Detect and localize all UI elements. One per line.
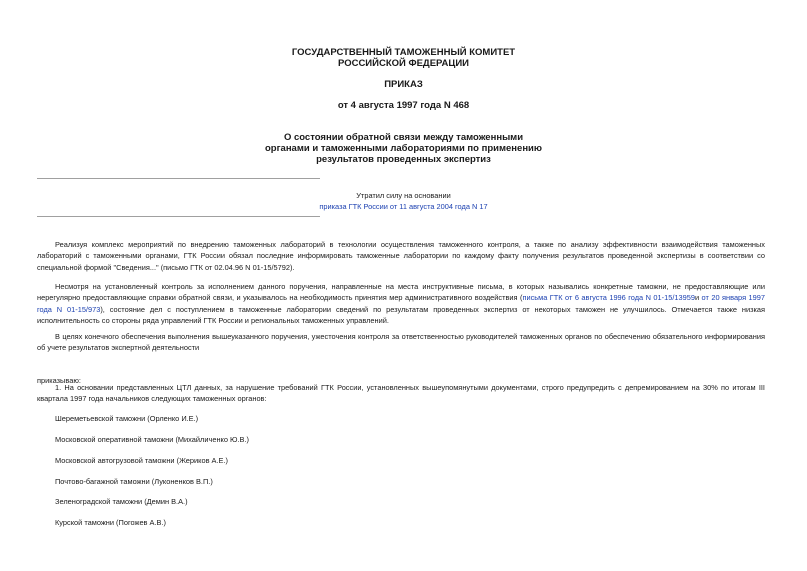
- status-note-text: Утратил силу на основании: [356, 191, 451, 200]
- paragraph-2: [37, 281, 765, 326]
- order-item-1: 1. На основании представленных ЦТЛ данных, за нарушение требований ГТК России, установленных вышеупомянутыми документами, строго предупредить с депремированием на 30% по итогам III квартала 1997 года начальников следующих таможенных органов:: [37, 383, 765, 404]
- agency-title-line1: ГОСУДАРСТВЕННЫЙ ТАМОЖЕННЫЙ КОМИТЕТ: [291, 47, 516, 58]
- paragraph-3: В целях конечного обеспечения выполнения вышеуказанного поручения, ужесточения контроля за ответственностью руководителей таможенных органов по обеспечению обязательного информирования об учете результатов экспертной деятельности: [37, 332, 765, 353]
- customs-item-1: Шереметьевской таможни (Орленко И.Е.): [55, 414, 199, 423]
- status-note-link-row: [0, 202, 807, 212]
- document-date: от 4 августа 1997 года N 468: [337, 100, 470, 111]
- paragraph-2-text-b: и: [694, 293, 702, 303]
- paragraph-2-text-a: Несмотря на установленный контроль за исполнением данного поручения, направленные на места инструктивные письма, в которых назывались конкретные таможни, не предоставляющие или нерегулярно предоставляющие справки обратной связи, и указывалось на необходимость принятия мер административного воздействия (: [37, 282, 765, 303]
- customs-item-3: Московской автогрузовой таможни (Жериков А.Е.): [55, 456, 228, 465]
- customs-item-6: Курской таможни (Погожев А.В.): [55, 518, 166, 527]
- subject-line2: органами и таможенными лабораториями по применению: [264, 143, 543, 154]
- order-word: приказываю:: [37, 376, 81, 385]
- agency-title-line2: РОССИЙСКОЙ ФЕДЕРАЦИИ: [337, 58, 469, 69]
- letter-link-2[interactable]: от 20 января 1997 года N 01-15/973: [37, 293, 765, 314]
- document-type: ПРИКАЗ: [384, 79, 423, 90]
- divider-bottom: [37, 216, 320, 217]
- subject-line1: О состоянии обратной связи между таможенными: [283, 132, 524, 143]
- divider-top: [37, 178, 320, 179]
- customs-item-5: Зеленоградской таможни (Демин В.А.): [55, 497, 188, 506]
- customs-item-4: Почтово-багажной таможни (Луконенков В.П.): [55, 477, 213, 486]
- letter-link-1[interactable]: письма ГТК от 6 августа 1996 года N 01-15/13959: [522, 293, 695, 303]
- repeal-order-link[interactable]: приказа ГТК России от 11 августа 2004 года N 17: [319, 202, 488, 211]
- paragraph-1: Реализуя комплекс мероприятий по внедрению таможенных лабораторий в технологии осуществления таможенного контроля, а также по анализу эффективности взаимодействия таможенных лабораторий с таможенными органами, ГТК России обязал последние информировать таможенные лаборатории по каждому факту получения результатов проведенной экспертизы в соответствии со специальной формой "Сведения..." (письмо ГТК от 02.04.96 N 01-15/5792).: [37, 240, 765, 272]
- customs-item-2: Московской оперативной таможни (Михайличенко Ю.В.): [55, 435, 249, 444]
- subject-line3: результатов проведенных экспертиз: [316, 154, 491, 165]
- paragraph-2-text-c: ), состояние дел с поступлением в таможенные лаборатории сведений по результатам проведенных экспертиз от некоторых таможен не улучшилось. Отмечается также низкая исполнительность со стороны ряда управлений ГТК России и региональных таможенных управлений.: [37, 304, 765, 325]
